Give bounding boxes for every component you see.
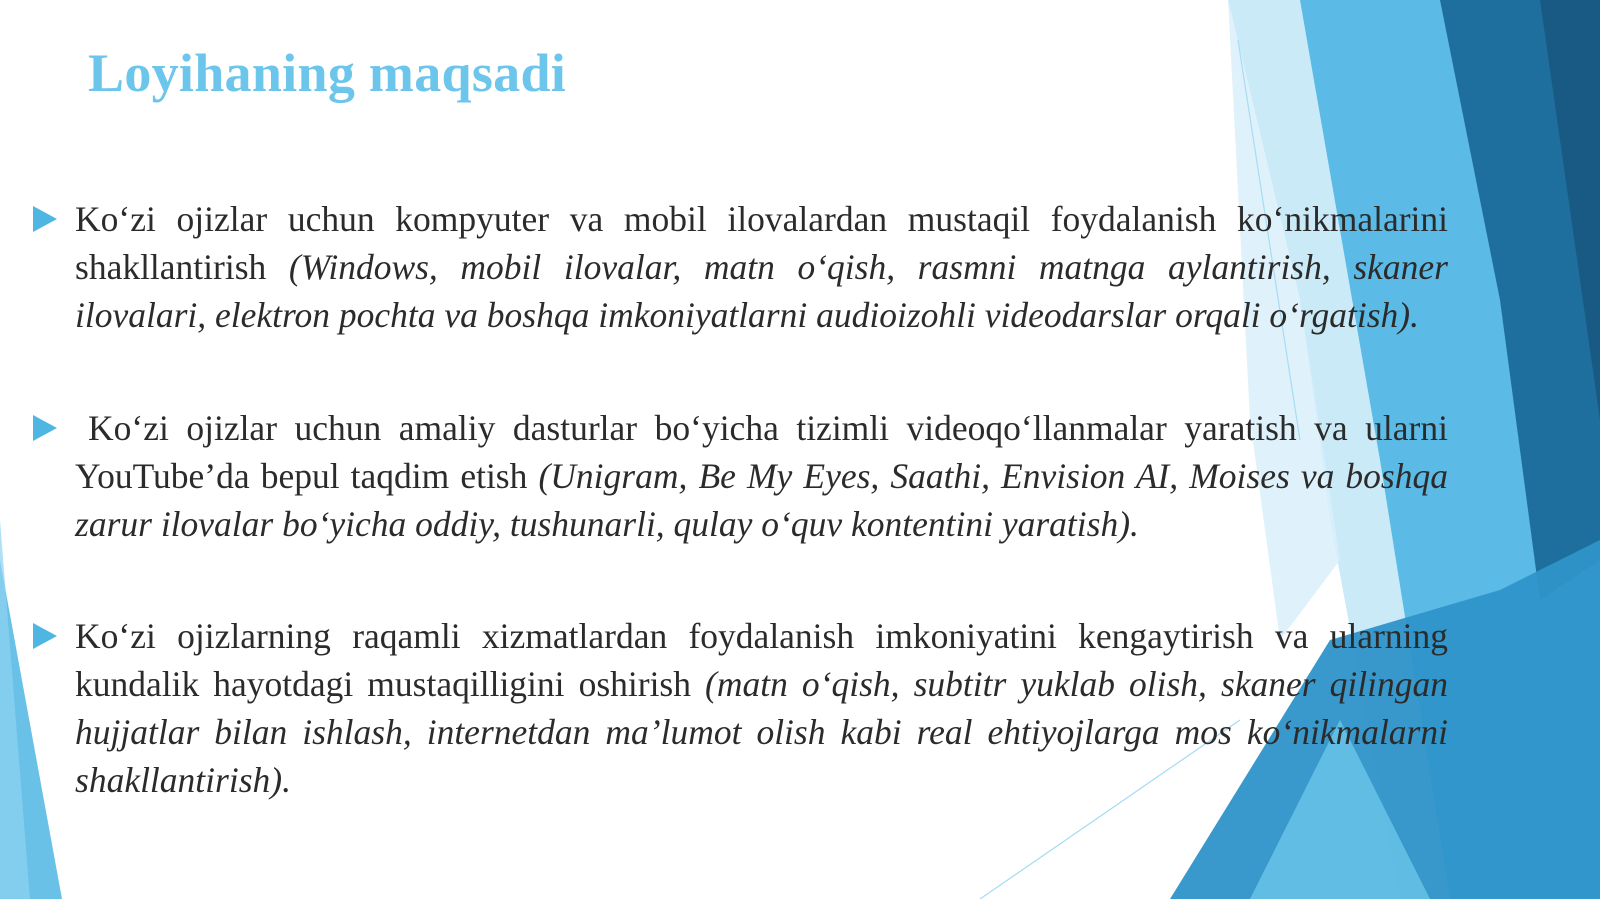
bullet-text-italic: (Unigram, Be My Eyes, Saathi, Envision AI, Moises va boshqa zarur ilovalar bo‘yicha oddiy, tushunarli, qulay o‘quv kontentini yaratish). xyxy=(75,456,1449,544)
bullet-arrow-icon xyxy=(33,623,57,649)
bullet-arrow-icon xyxy=(33,415,57,441)
bullet-item-3 xyxy=(75,612,1448,804)
bullet-item-2 xyxy=(75,404,1448,548)
bullet-arrow-icon xyxy=(33,206,57,232)
bullet-text-italic: (Windows, mobil ilovalar, matn o‘qish, rasmni matnga aylantirish, skaner ilovalari, elektron pochta va boshqa imkoniyatlarni audioizohli videodarslar orqali o‘rgatish). xyxy=(75,247,1448,335)
bullet-text-plain: Ko‘zi ojizlar uchun amaliy dasturlar bo‘yicha tizimli videoqo‘llanmalar yaratish va ularni YouTube’da bepul taqdim etish xyxy=(75,408,1448,496)
slide-title: Loyihaning maqsadi xyxy=(88,43,567,103)
bullet-text-plain: Ko‘zi ojizlarning raqamli xizmatlardan foydalanish imkoniyatini kengaytirish va ularning kundalik hayotdagi mustaqilligini oshirish xyxy=(75,616,1448,704)
bullet-item-1 xyxy=(75,195,1448,339)
bullet-text-italic: (matn o‘qish, subtitr yuklab olish, skaner qilingan hujjatlar bilan ishlash, internetdan ma’lumot olish kabi real ehtiyojlarga mos ko‘nikmalarni shakllantirish). xyxy=(75,664,1448,800)
bullet-text-plain: Ko‘zi ojizlar uchun kompyuter va mobil ilovalardan mustaqil foydalanish ko‘nikmalarini shakllantirish xyxy=(75,199,1448,287)
